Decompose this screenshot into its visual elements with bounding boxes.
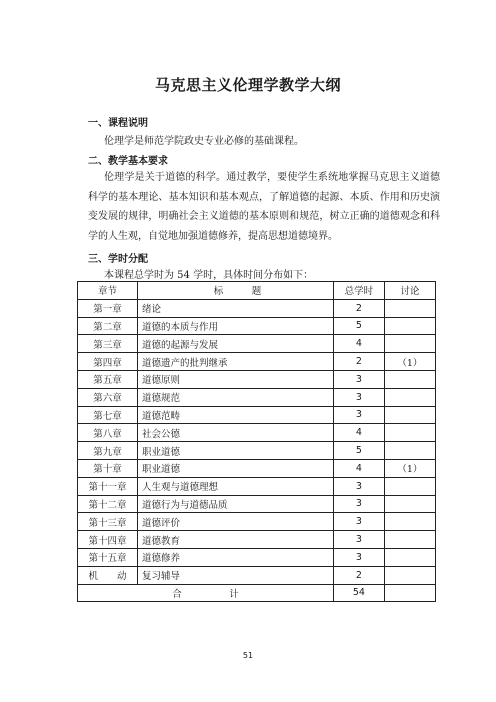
table-row xyxy=(78,513,436,531)
header-discussion: 讨论 xyxy=(384,282,435,300)
discussion-cell xyxy=(384,424,435,442)
hours-cell: 5 xyxy=(334,317,385,335)
title-cell: 道德的本质与作用 xyxy=(138,317,334,335)
discussion-cell xyxy=(384,335,435,353)
table-row xyxy=(78,442,436,460)
title-cell: 职业道德 xyxy=(138,442,334,460)
chapter-cell: 第七章 xyxy=(78,406,138,424)
chapter-cell: 第八章 xyxy=(78,424,138,442)
header-hours: 总学时 xyxy=(334,282,385,300)
chapter-cell: 第九章 xyxy=(78,442,138,460)
discussion-cell xyxy=(384,548,435,566)
title-cell: 复习辅导 xyxy=(138,566,334,584)
discussion-cell xyxy=(384,477,435,495)
course-description-text: 伦理学是师范学院政史专业必修的基础课程。 xyxy=(104,136,304,147)
chapter-cell: 第一章 xyxy=(78,299,138,317)
header-title: 标 题 xyxy=(138,282,334,300)
table-row xyxy=(78,424,436,442)
table-row xyxy=(78,299,436,317)
discussion-cell xyxy=(384,370,435,388)
table-row xyxy=(78,317,436,335)
hours-cell: 3 xyxy=(334,513,385,531)
total-hours: 54 xyxy=(334,584,385,602)
title-cell: 绪论 xyxy=(138,299,334,317)
table-row xyxy=(78,406,436,424)
chapter-cell: 第三章 xyxy=(78,335,138,353)
title-cell: 道德原则 xyxy=(138,370,334,388)
table-row xyxy=(78,335,436,353)
title-cell: 职业道德 xyxy=(138,459,334,477)
chapter-cell: 第十二章 xyxy=(78,495,138,513)
section-heading-hours: 三、学时分配 xyxy=(88,254,148,265)
discussion-cell xyxy=(384,513,435,531)
table-row xyxy=(78,566,436,584)
discussion-cell xyxy=(384,566,435,584)
section-heading-course-description: 一、课程说明 xyxy=(88,118,148,129)
requirements-paragraph: 伦理学是关于道德的科学。通过教学，要使学生系统地掌握马克思主义道德科学的基本理论、基本知识和基本观点，了解道德的起源、本质、作用和历史演变发展的规律，明确社会主义道德的基本原则和规范，树立正确的道德观念和科学的人生观，自觉地加强道德修养，提高思想道德境界。 xyxy=(88,172,440,242)
hours-cell: 2 xyxy=(334,566,385,584)
table-row xyxy=(78,495,436,513)
header-chapter: 章节 xyxy=(78,282,138,300)
hours-cell: 3 xyxy=(334,548,385,566)
chapter-cell: 第四章 xyxy=(78,353,138,371)
discussion-cell: （1） xyxy=(384,353,435,371)
title-cell: 道德行为与道德品质 xyxy=(138,495,334,513)
discussion-cell xyxy=(384,406,435,424)
title-cell: 道德教育 xyxy=(138,531,334,549)
chapter-cell: 机 动 xyxy=(78,566,138,584)
hours-cell: 4 xyxy=(334,459,385,477)
chapter-cell: 第六章 xyxy=(78,388,138,406)
hours-cell: 5 xyxy=(334,442,385,460)
hours-cell: 3 xyxy=(334,388,385,406)
table-row xyxy=(78,477,436,495)
hours-intro-text: 本课程总学时为 54 学时，具体时间分布如下： xyxy=(104,270,314,281)
chapter-cell: 第二章 xyxy=(78,317,138,335)
table-row xyxy=(78,548,436,566)
title-cell: 道德评价 xyxy=(138,513,334,531)
hours-cell: 4 xyxy=(334,424,385,442)
table-row xyxy=(78,388,436,406)
hours-cell: 4 xyxy=(334,335,385,353)
chapter-cell: 第十五章 xyxy=(78,548,138,566)
hours-table xyxy=(77,281,436,602)
table-header-row xyxy=(78,282,436,300)
title-cell: 道德范畴 xyxy=(138,406,334,424)
title-cell: 道德规范 xyxy=(138,388,334,406)
hours-cell: 2 xyxy=(334,353,385,371)
discussion-cell: （1） xyxy=(384,459,435,477)
discussion-cell xyxy=(384,317,435,335)
page-number: 51 xyxy=(242,651,254,660)
chapter-cell: 第十四章 xyxy=(78,531,138,549)
hours-cell: 3 xyxy=(334,477,385,495)
title-cell: 道德遗产的批判继承 xyxy=(138,353,334,371)
hours-cell: 3 xyxy=(334,531,385,549)
discussion-cell xyxy=(384,388,435,406)
title-cell: 道德的起源与发展 xyxy=(138,335,334,353)
discussion-cell xyxy=(384,299,435,317)
discussion-cell xyxy=(384,495,435,513)
hours-cell: 3 xyxy=(334,370,385,388)
chapter-cell: 第十一章 xyxy=(78,477,138,495)
chapter-cell: 第十章 xyxy=(78,459,138,477)
title-cell: 人生观与道德理想 xyxy=(138,477,334,495)
hours-cell: 3 xyxy=(334,406,385,424)
discussion-cell xyxy=(384,531,435,549)
hours-cell: 2 xyxy=(334,299,385,317)
discussion-cell xyxy=(384,442,435,460)
title-cell: 道德修养 xyxy=(138,548,334,566)
table-row xyxy=(78,353,436,371)
hours-cell: 3 xyxy=(334,495,385,513)
document-title: 马克思主义伦理学教学大纲 xyxy=(154,76,341,94)
table-row xyxy=(78,459,436,477)
table-row xyxy=(78,531,436,549)
table-row xyxy=(78,370,436,388)
total-label: 合 计 xyxy=(78,584,334,602)
chapter-cell: 第十三章 xyxy=(78,513,138,531)
table-total-row xyxy=(78,584,436,602)
total-discussion-cell xyxy=(384,584,435,602)
section-heading-requirements: 二、教学基本要求 xyxy=(88,156,168,167)
chapter-cell: 第五章 xyxy=(78,370,138,388)
title-cell: 社会公德 xyxy=(138,424,334,442)
